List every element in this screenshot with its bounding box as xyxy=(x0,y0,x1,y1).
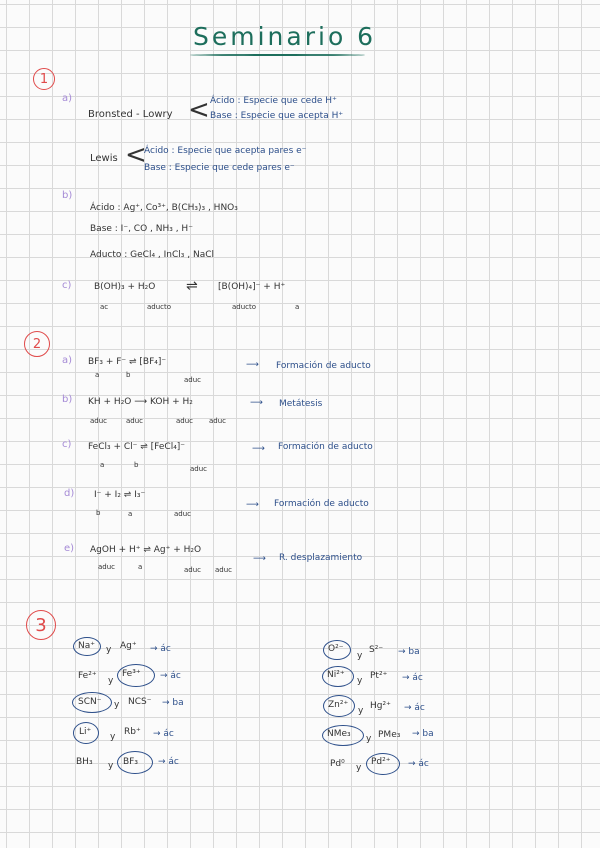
s2-c-under: aduc xyxy=(190,465,208,473)
s3-l5-y: y xyxy=(108,761,114,771)
s3-r3-y: y xyxy=(358,706,364,716)
s2-e-under: aduc xyxy=(98,563,116,571)
bl-acid-def: Ácido : Especie que cede H⁺ xyxy=(210,96,337,106)
s3-r1-b: S²⁻ xyxy=(369,645,384,655)
s2-e-under: a xyxy=(138,563,143,571)
s2-d-under: a xyxy=(128,510,133,518)
s2-a-label: a) xyxy=(62,355,73,366)
s3-r3-b: Hg²⁺ xyxy=(370,701,391,711)
equilibrium-arrow: ⇌ xyxy=(186,278,198,294)
s2-e-result: R. desplazamiento xyxy=(279,553,363,563)
s3-r2-a: Ni²⁺ xyxy=(327,670,345,680)
c-under-2: aducto xyxy=(147,303,172,311)
bl-base-def: Base : Especie que acepta H⁺ xyxy=(210,111,344,121)
s3-r4-result: → ba xyxy=(412,729,434,739)
s2-a-result: Formación de aducto xyxy=(276,361,371,371)
s3-l2-y: y xyxy=(108,676,114,686)
s2-e-label: e) xyxy=(64,543,75,554)
s3-l1-result: → ác xyxy=(150,644,171,654)
s2-d-equation: I⁻ + I₂ ⇌ I₃⁻ xyxy=(94,490,146,500)
s3-l3-a: SCN⁻ xyxy=(78,697,102,707)
s3-l5-a: BH₃ xyxy=(76,757,93,767)
s1-a-label: a) xyxy=(62,93,73,104)
s2-c-under: b xyxy=(134,461,139,469)
s3-l3-result: → ba xyxy=(162,698,184,708)
c-under-1: ac xyxy=(100,303,109,311)
s3-r5-result: → ác xyxy=(408,759,429,769)
s3-l4-y: y xyxy=(110,732,116,742)
s2-a-under: a xyxy=(95,371,100,379)
s2-e-under: aduc xyxy=(215,566,233,574)
s2-b-under: aduc xyxy=(126,417,144,425)
c-rhs: [B(OH)₄]⁻ + H⁺ xyxy=(218,282,286,292)
s2-a-under: aduc xyxy=(184,376,202,384)
c-under-3: aducto xyxy=(232,303,257,311)
c-lhs: B(OH)₃ + H₂O xyxy=(94,282,156,292)
s3-l2-result: → ác xyxy=(160,671,181,681)
s3-r5-y: y xyxy=(356,763,362,773)
s2-e-under: aduc xyxy=(184,566,202,574)
section-2-number: 2 xyxy=(24,331,50,357)
s3-r4-y: y xyxy=(366,734,372,744)
s3-l1-b: Ag⁺ xyxy=(120,641,137,651)
s3-r3-result: → ác xyxy=(404,703,425,713)
s3-r4-a: NMe₃ xyxy=(327,729,351,739)
s3-l4-b: Rb⁺ xyxy=(124,727,141,737)
s1-b-label: b) xyxy=(62,190,73,201)
title-underline xyxy=(190,54,365,56)
acid-list: Ácido : Ag⁺, Co³⁺, B(CH₃)₃ , HNO₃ xyxy=(90,203,238,213)
s3-r4-b: PMe₃ xyxy=(378,730,401,740)
s3-l2-a: Fe²⁺ xyxy=(78,671,97,681)
s3-l5-b: BF₃ xyxy=(123,757,138,767)
section-3-number: 3 xyxy=(26,610,56,640)
s2-c-label: c) xyxy=(62,439,72,450)
s3-r2-b: Pt²⁺ xyxy=(370,671,388,681)
page-title: Seminario 6 xyxy=(193,22,377,51)
s2-d-arrow: ⟶ xyxy=(246,500,259,510)
s3-r1-y: y xyxy=(357,651,363,661)
bracket-symbol: < xyxy=(125,140,147,170)
s2-b-under: aduc xyxy=(209,417,227,425)
s2-d-result: Formación de aducto xyxy=(274,499,369,509)
bronsted-lowry-label: Bronsted - Lowry xyxy=(88,109,173,120)
s3-l5-result: → ác xyxy=(158,757,179,767)
s2-b-under: aduc xyxy=(90,417,108,425)
s2-a-arrow: ⟶ xyxy=(246,360,259,370)
s2-c-under: a xyxy=(100,461,105,469)
s2-b-label: b) xyxy=(62,394,73,405)
s3-l3-b: NCS⁻ xyxy=(128,697,152,707)
lewis-acid-def: Ácido : Especie que acepta pares e⁻ xyxy=(144,146,307,156)
s3-l1-y: y xyxy=(106,645,112,655)
s2-b-result: Metátesis xyxy=(279,399,323,409)
s3-l4-result: → ác xyxy=(153,729,174,739)
section-1-number: 1 xyxy=(33,68,55,90)
bracket-symbol: < xyxy=(188,95,210,125)
s3-r1-result: → ba xyxy=(398,647,420,657)
s2-c-arrow: ⟶ xyxy=(252,444,265,454)
s3-l1-a: Na⁺ xyxy=(78,641,95,651)
s1-c-label: c) xyxy=(62,280,72,291)
s2-b-equation: KH + H₂O ⟶ KOH + H₂ xyxy=(88,397,193,407)
s3-r2-result: → ác xyxy=(402,673,423,683)
s3-l2-b: Fe³⁺ xyxy=(122,669,141,679)
s3-r2-y: y xyxy=(357,676,363,686)
s2-e-equation: AgOH + H⁺ ⇌ Ag⁺ + H₂O xyxy=(90,545,202,555)
s2-e-arrow: ⟶ xyxy=(253,554,266,564)
s2-d-under: b xyxy=(96,509,101,517)
s2-d-label: d) xyxy=(64,488,75,499)
s2-a-under: b xyxy=(126,371,131,379)
c-under-4: a xyxy=(295,303,300,311)
lewis-base-def: Base : Especie que cede pares e⁻ xyxy=(144,163,295,173)
s2-b-under: aduc xyxy=(176,417,194,425)
s2-a-equation: BF₃ + F⁻ ⇌ [BF₄]⁻ xyxy=(88,357,167,367)
s3-l4-a: Li⁺ xyxy=(79,727,92,737)
s3-r5-b: Pd²⁺ xyxy=(371,757,391,767)
s3-r1-a: O²⁻ xyxy=(328,644,344,654)
s2-c-result: Formación de aducto xyxy=(278,442,373,452)
aduct-list: Aducto : GeCl₄ , InCl₃ , NaCl xyxy=(90,250,215,260)
s2-d-under: aduc xyxy=(174,510,192,518)
lewis-label: Lewis xyxy=(90,153,118,164)
s3-r3-a: Zn²⁺ xyxy=(328,700,349,710)
base-list: Base : I⁻, CO , NH₃ , H⁻ xyxy=(90,224,193,234)
s2-c-equation: FeCl₃ + Cl⁻ ⇌ [FeCl₄]⁻ xyxy=(88,442,186,452)
s3-r5-a: Pd⁰ xyxy=(330,759,345,769)
s2-b-arrow: ⟶ xyxy=(250,398,263,408)
s3-l3-y: y xyxy=(114,700,120,710)
